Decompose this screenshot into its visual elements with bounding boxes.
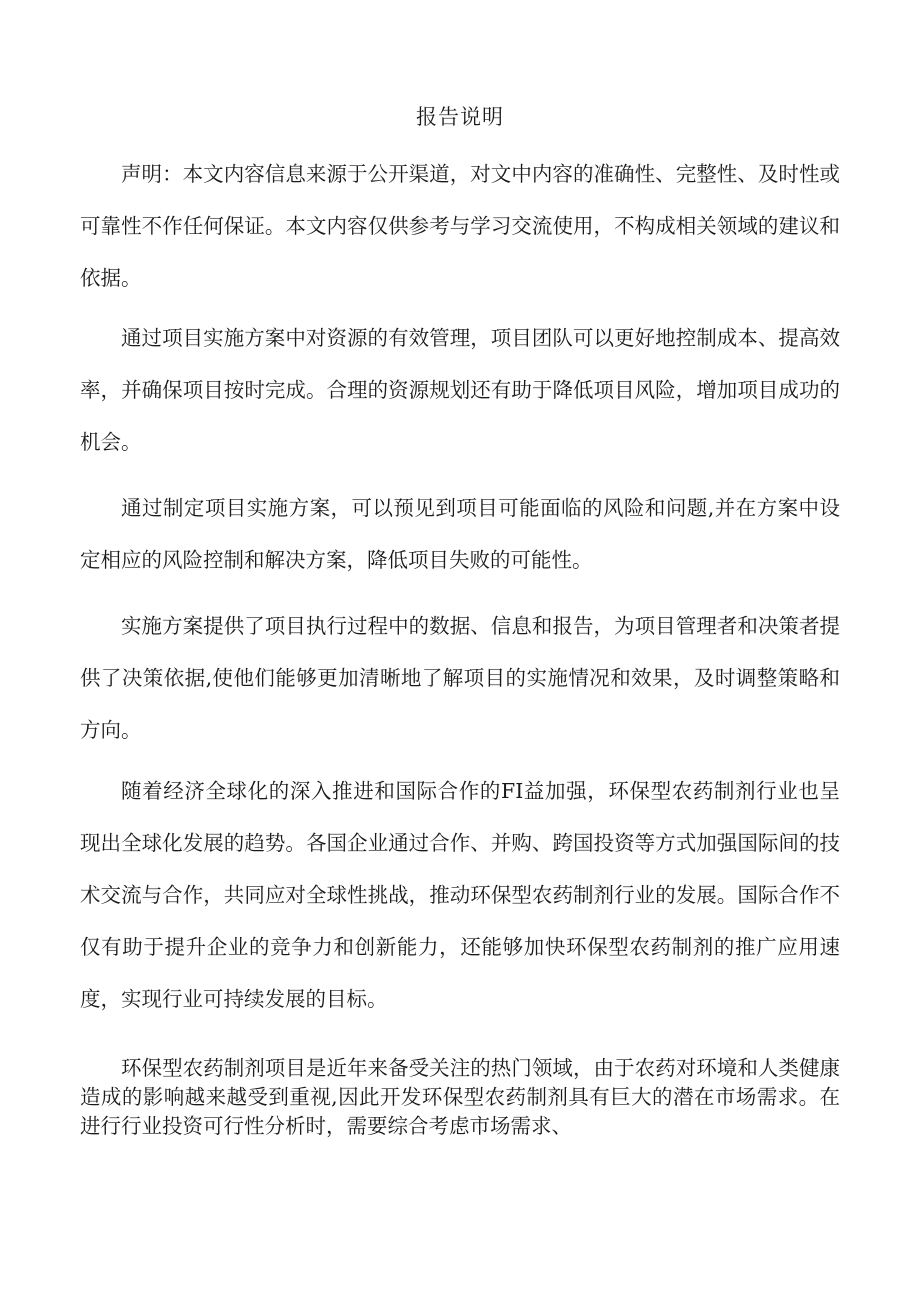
paragraph-disclaimer: 声明：本文内容信息来源于公开渠道，对文中内容的准确性、完整性、及时性或可靠性不作任何保证。本文内容仅供参考与学习交流使用，不构成相关领域的建议和依据。 <box>80 162 840 290</box>
paragraph-globalization: 随着经济全球化的深入推进和国际合作的FI益加强，环保型农药制剂行业也呈现出全球化发展的趋势。各国企业通过合作、并购、跨国投资等方式加强国际间的技术交流与合作，共同应对全球性挑战，推动环保型农药制剂行业的发展。国际合作不仅有助于提升企业的竞争力和创新能力，还能够加快环保型农药制剂的推广应用速度，实现行业可持续发展的目标。 <box>80 779 840 1011</box>
paragraph-resource-management: 通过项目实施方案中对资源的有效管理，项目团队可以更好地控制成本、提高效率，并确保项目按时完成。合理的资源规划还有助于降低项目风险，增加项目成功的机会。 <box>80 326 840 454</box>
paragraph-market-demand: 环保型农药制剂项目是近年来备受关注的热门领域，由于农药对环境和人类健康造成的影响越来越受到重视,因此开发环保型农药制剂具有巨大的潜在市场需求。在进行行业投资可行性分析时，需要综合考虑市场需求、 <box>80 1056 840 1138</box>
paragraph-risk-control: 通过制定项目实施方案，可以预见到项目可能面临的风险和问题,并在方案中设定相应的风险控制和解决方案，降低项目失败的可能性。 <box>80 496 840 572</box>
paragraph-decision-basis: 实施方案提供了项目执行过程中的数据、信息和报告，为项目管理者和决策者提供了决策依据,使他们能够更加清晰地了解项目的实施情况和效果，及时调整策略和方向。 <box>80 614 840 742</box>
document-title: 报告说明 <box>416 105 504 129</box>
